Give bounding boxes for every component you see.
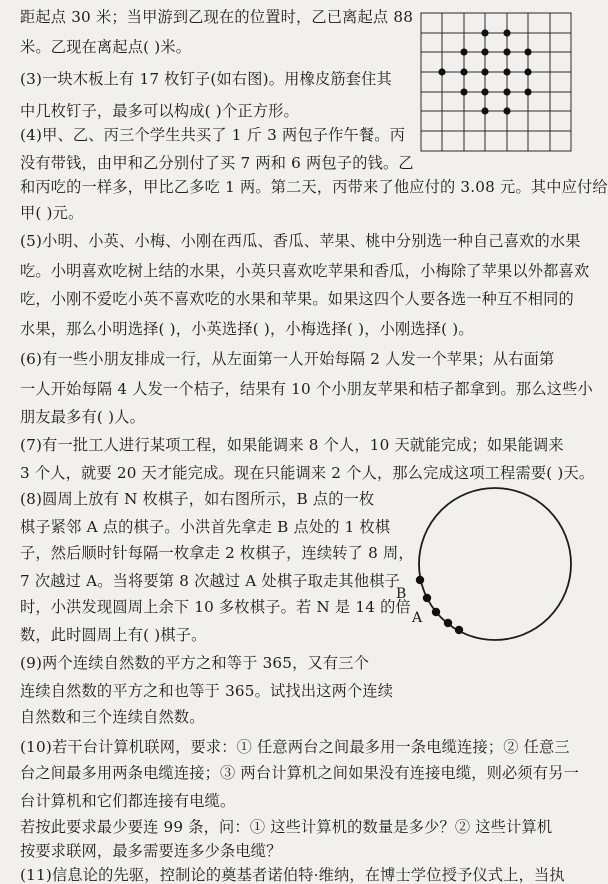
label-b: B	[396, 586, 407, 602]
nail-dot	[481, 48, 488, 55]
text-line: (5)小明、小英、小梅、小刚在西瓜、香瓜、苹果、桃中分别选一种自己喜欢的水果	[20, 232, 581, 250]
text-line: 按要求联网，最多需要连多少条电缆？	[20, 842, 282, 860]
text-line: 甲( )元。	[20, 204, 84, 222]
label-a: A	[412, 610, 423, 626]
nail-dot	[460, 48, 467, 55]
text-line: 3 个人，就要 20 天才能完成。现在只能调来 2 个人，那么完成这项工程需要( )天。	[20, 464, 595, 482]
nail-dot	[460, 88, 467, 95]
text-line: 朋友最多有( )人。	[20, 408, 145, 426]
text-line: 米。乙现在离起点( )米。	[20, 38, 192, 56]
nail-dot	[503, 88, 510, 95]
nail-dot	[524, 48, 531, 55]
nail-dot	[503, 68, 510, 75]
nail-dot	[503, 48, 510, 55]
text-line: (4)甲、乙、丙三个学生共买了 1 斤 3 两包子作午餐。丙	[20, 126, 406, 144]
text-line: 一人开始每隔 4 人发一个桔子，结果有 10 个小朋友苹果和桔子都拿到。那么这些小	[20, 380, 593, 398]
text-line: 吃。小明喜欢吃树上结的水果，小英只喜欢吃苹果和香瓜，小梅除了苹果以外都喜欢	[20, 262, 590, 280]
nail-dot	[503, 107, 510, 114]
text-line: 棋子紧邻 A 点的棋子。小洪首先拿走 B 点处的 1 枚棋	[20, 518, 391, 536]
text-line: 若按此要求最少要连 99 条，问：① 这些计算机的数量是多少？② 这些计算机	[20, 818, 553, 836]
text-line: 中几枚钉子，最多可以构成( )个正方形。	[20, 102, 299, 120]
nail-dot	[438, 68, 445, 75]
nail-dot	[524, 68, 531, 75]
nail-dot	[481, 88, 488, 95]
text-line: (6)有一些小朋友排成一行，从左面第一人开始每隔 2 人发一个苹果；从右面第	[20, 350, 555, 368]
nail-dot	[503, 29, 510, 36]
text-line: 吃，小刚不爱吃小英不喜欢吃的水果和苹果。如果这四个人要各选一种互不相同的	[20, 290, 574, 308]
text-line: 台计算机和它们都连接有电缆。	[20, 792, 236, 810]
chess-piece	[455, 626, 463, 634]
text-line: (11)信息论的先驱，控制论的奠基者诺伯特·维纳，在博士学位授予仪式上，当执	[20, 866, 565, 884]
text-line: (7)有一批工人进行某项工程，如果能调来 8 个人，10 天就能完成；如果能调来	[20, 436, 564, 454]
text-line: 子，然后顺时针每隔一枚拿走 2 枚棋子，连续转了 8 周，	[20, 544, 414, 562]
text-line: 和丙吃的一样多，甲比乙多吃 1 两。第二天，丙带来了他应付的 3.08 元。其中应付给	[20, 178, 608, 196]
text-line: 自然数和三个连续自然数。	[20, 708, 205, 726]
nail-dot	[524, 88, 531, 95]
nail-dot	[481, 29, 488, 36]
text-line: (8)圆周上放有 N 枚棋子，如右图所示，B 点的一枚	[20, 490, 375, 508]
text-line: 7 次越过 A。当将要第 8 次越过 A 处棋子取走其他棋子	[20, 572, 400, 590]
nail-dot	[460, 68, 467, 75]
circle-chess-figure	[396, 476, 580, 656]
text-line: (9)两个连续自然数的平方之和等于 365，又有三个	[20, 654, 370, 672]
text-line: 没有带钱，由甲和乙分别付了买 7 两和 6 两包子的钱。乙	[20, 154, 414, 172]
chess-piece-b	[416, 576, 424, 584]
text-line: 时，小洪发现圆周上余下 10 多枚棋子。若 N 是 14 的倍	[20, 598, 411, 616]
text-line: 连续自然数的平方之和也等于 365。试找出这两个连续	[20, 682, 394, 700]
circle-outline	[419, 488, 571, 640]
text-line: 水果，那么小明选择( )，小英选择( )，小梅选择( )，小刚选择( )。	[20, 320, 474, 338]
nail-dot	[481, 107, 488, 114]
nail-dot	[481, 68, 488, 75]
text-line: 台之间最多用两条电缆连接；③ 两台计算机之间如果没有连接电缆，则必须有另一	[20, 764, 579, 782]
text-line: (10)若干台计算机联网，要求：① 任意两台之间最多用一条电缆连接；② 任意三	[20, 738, 570, 756]
text-line: 数，此时圆周上有( )棋子。	[20, 626, 207, 644]
chess-piece-a	[423, 594, 431, 602]
chess-piece	[432, 608, 440, 616]
text-line: 距起点 30 米；当甲游到乙现在的位置时，乙已离起点 88	[20, 8, 414, 26]
chess-piece	[444, 619, 452, 627]
nail-board-figure	[420, 12, 572, 152]
text-line: (3)一块木板上有 17 枚钉子(如右图)。用橡皮筋套住其	[20, 70, 392, 88]
